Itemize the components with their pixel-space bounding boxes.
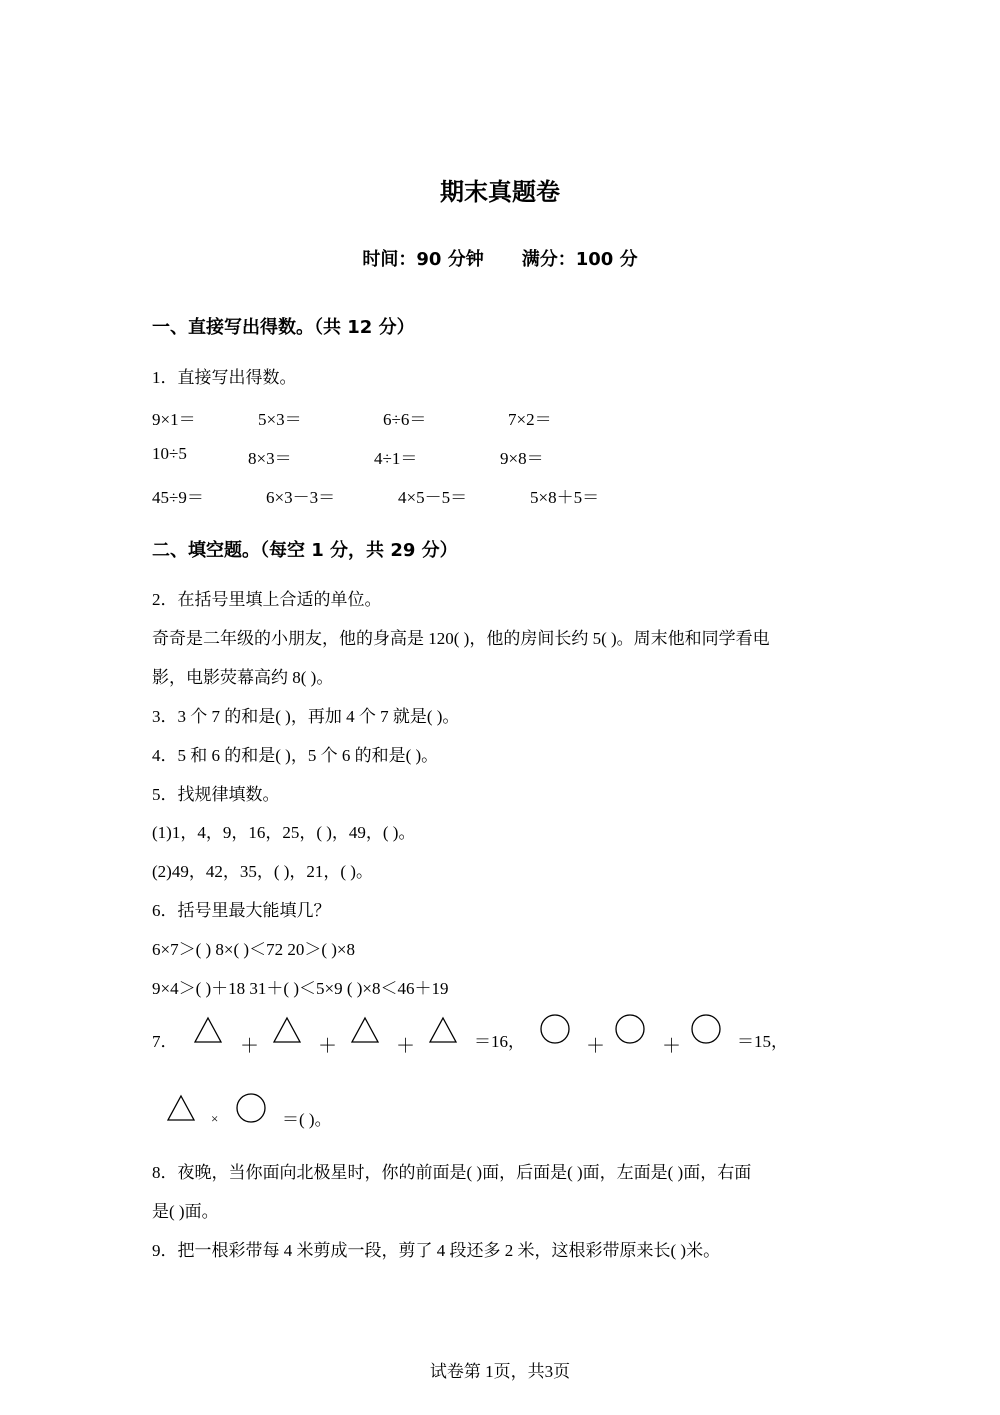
q1-item: 9×8＝ <box>500 449 544 468</box>
q5-label: 5．找规律填数。 <box>152 785 280 804</box>
q1-item: 4÷1＝ <box>374 449 418 468</box>
q1-item: 8×3＝ <box>248 449 292 468</box>
section-2-heading: 二、填空题。（每空 1 分，共 29 分） <box>152 540 458 561</box>
page-footer: 试卷第 1页，共3页 <box>429 1362 571 1381</box>
q6-line1: 6×7＞( ) 8×( )＜72 20＞( )×8 <box>152 940 355 959</box>
plus-sign: ＋ <box>586 1036 606 1057</box>
circle-icon <box>235 1092 267 1124</box>
q2-text-line1: 奇奇是二年级的小朋友，他的身高是 120( )，他的房间长约 5( )。周末他和同学看电 <box>152 629 770 648</box>
triangle-icon <box>350 1016 380 1044</box>
q7-eq2-result: ＝15， <box>737 1032 788 1051</box>
q7-number: 7． <box>152 1032 178 1051</box>
q1-item: 4×5－5＝ <box>398 488 468 507</box>
q7-eq1-result: ＝16， <box>474 1032 525 1051</box>
circle-icon <box>690 1013 722 1045</box>
q6-label: 6．括号里最大能填几？ <box>152 901 331 920</box>
q1-item: 5×3＝ <box>258 410 302 429</box>
q1-item: 5×8＋5＝ <box>530 488 600 507</box>
q6-line2: 9×4＞( )＋18 31＋( )＜5×9 ( )×8＜46＋19 <box>152 979 449 998</box>
triangle-icon <box>166 1094 196 1122</box>
q1-item: 7×2＝ <box>508 410 552 429</box>
q2-text-line2: 影，电影荧幕高约 8( )。 <box>152 668 334 687</box>
circle-icon <box>539 1013 571 1045</box>
exam-meta <box>0 245 1000 271</box>
q1-item: 45÷9＝ <box>152 488 204 507</box>
times-sign: × <box>211 1111 219 1126</box>
plus-sign: ＋ <box>396 1036 416 1057</box>
plus-sign: ＋ <box>318 1036 338 1057</box>
q1-item: 6×3－3＝ <box>266 488 336 507</box>
section-1-heading: 一、直接写出得数。（共 12 分） <box>152 317 415 338</box>
triangle-icon <box>272 1016 302 1044</box>
page-title: 期末真题卷 <box>440 178 560 206</box>
q1-label: 1．直接写出得数。 <box>152 368 297 387</box>
q7-answer-blank: ＝( )。 <box>282 1110 332 1129</box>
q5-part1: (1)1，4，9，16，25，( )，49，( )。 <box>152 823 416 842</box>
exam-time: 时间：90 分钟 <box>362 249 484 270</box>
triangle-icon <box>193 1016 223 1044</box>
q5-part2: (2)49，42，35，( )，21，( )。 <box>152 862 373 881</box>
q1-item: 9×1＝ <box>152 410 196 429</box>
plus-sign: ＋ <box>662 1036 682 1057</box>
exam-full-score: 满分：100 分 <box>521 249 638 270</box>
circle-icon <box>614 1013 646 1045</box>
q8-line2: 是( )面。 <box>152 1202 219 1221</box>
q4-text: 4．5 和 6 的和是( )，5 个 6 的和是( )。 <box>152 746 439 765</box>
q3-text: 3．3 个 7 的和是( )，再加 4 个 7 就是( )。 <box>152 707 460 726</box>
q1-item: 10÷5 <box>152 444 187 463</box>
q9-text: 9．把一根彩带每 4 米剪成一段，剪了 4 段还多 2 米，这根彩带原来长( )米。 <box>152 1241 721 1260</box>
triangle-icon <box>428 1016 458 1044</box>
q2-label: 2．在括号里填上合适的单位。 <box>152 590 382 609</box>
q8-line1: 8．夜晚，当你面向北极星时，你的前面是( )面，后面是( )面，左面是( )面，右面 <box>152 1163 752 1182</box>
plus-sign: ＋ <box>240 1036 260 1057</box>
q1-item: 6÷6＝ <box>383 410 427 429</box>
